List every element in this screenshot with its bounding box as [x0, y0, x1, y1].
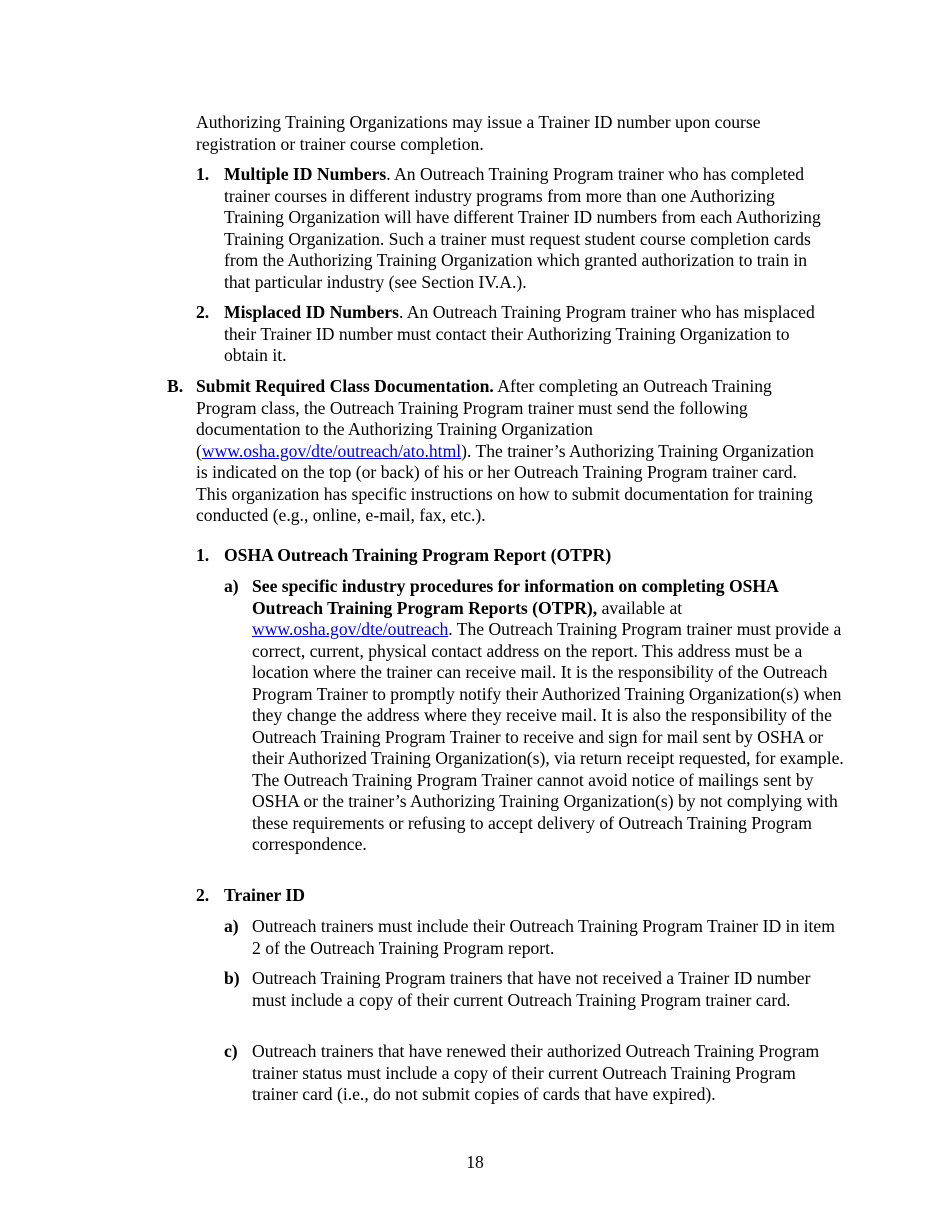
- page-number: 18: [466, 1152, 484, 1172]
- item-text: An Outreach Training Program trainer who has completed trainer courses in different industry programs from more than one Authorizing Training Organization will have different Trainer ID numbers from each Authorizing Training Organization. Such a trainer must request student course completion cards from the Authorizing Training Organization which granted authorization to train in that particular industry (see Section IV.A.).: [224, 164, 821, 292]
- item-title: Misplaced ID Numbers: [224, 302, 399, 322]
- subsection-otpr: [196, 545, 846, 567]
- section-marker: B.: [167, 376, 184, 396]
- ato-link[interactable]: www.osha.gov/dte/outreach/ato.html: [201, 440, 462, 461]
- trainer-id-item-a: a) Outreach trainers must include their Outreach Training Program Trainer ID in item 2 of the Outreach Training Program report.: [224, 916, 835, 958]
- subsection-title: OSHA Outreach Training Program Report (OTPR): [224, 545, 612, 565]
- list-marker: a): [224, 576, 239, 596]
- subsection-title: Trainer ID: [224, 885, 305, 905]
- otpr-item-a: a) See specific industry procedures for information on completing OSHA Outreach Training Program Reports (OTPR), available at www.osha.gov/dte/outreach. The Outreach Training Program trainer must provide a correct, current, physical contact address on the report. This address must be a location where the trainer can receive mail. It is the responsibility of the Outreach Program Trainer to promptly notify their Authorized Training Organization(s) when they change the address where they receive mail. It is also the responsibility of the Outreach Training Program Trainer to receive and sign for mail sent by OSHA or their Authorized Training Organization(s), via return receipt requested, for example. The Outreach Training Program Trainer cannot avoid notice of mailings sent by OSHA or the trainer’s Authorizing Training Organization(s) by not complying with these requirements or refusing to accept delivery of Outreach Training Program correspondence.: [224, 576, 844, 854]
- outreach-link[interactable]: www.osha.gov/dte/outreach: [252, 619, 449, 639]
- list-marker: 2.: [196, 885, 210, 905]
- list-marker: c): [224, 1041, 238, 1061]
- trainer-id-item-c: c) Outreach trainers that have renewed their authorized Outreach Training Program trainer status must include a copy of their current Outreach Training Program trainer card (i.e., do not submit copies of cards that have expired).: [224, 1041, 820, 1104]
- list-marker: 2.: [196, 302, 210, 322]
- list-marker: 1.: [196, 164, 210, 184]
- item-text: An Outreach Training Program trainer who has misplaced their Trainer ID number must contact their Authorizing Training Organization to obtain it.: [224, 302, 815, 365]
- list-marker: b): [224, 968, 240, 988]
- list-marker: 1.: [196, 545, 210, 565]
- list-marker: a): [224, 916, 239, 936]
- list-item-misplaced-id: 2. Misplaced ID Numbers. An Outreach Training Program trainer who has misplaced their Trainer ID number must contact their Authorizing Training Organization to obtain it.: [196, 302, 815, 365]
- section-title: Submit Required Class Documentation.: [196, 376, 494, 396]
- subsection-trainer-id: [196, 885, 846, 907]
- section-b: B. Submit Required Class Documentation. After completing an Outreach Training Program class, the Outreach Training Program trainer must send the following documentation to the Authorizing Training Organization (www.osha.gov/dte/outreach/ato.html). The trainer’s Authorizing Training Organization is indicated on the top (or back) of his or her Outreach Training Program trainer card. This organization has specific instructions on how to submit documentation for training conducted (e.g., online, e-mail, fax, etc.).: [167, 376, 814, 525]
- list-item-multiple-id: 1. Multiple ID Numbers. An Outreach Training Program trainer who has completed trainer courses in different industry programs from more than one Authorizing Training Organization will have different Trainer ID numbers from each Authorizing Training Organization. Such a trainer must request student course completion cards from the Authorizing Training Organization which granted authorization to train in that particular industry (see Section IV.A.).: [196, 164, 821, 292]
- intro-paragraph: Authorizing Training Organizations may issue a Trainer ID number upon course registration or trainer course completion.: [196, 112, 761, 154]
- trainer-id-item-b: b) Outreach Training Program trainers that have not received a Trainer ID number must include a copy of their current Outreach Training Program trainer card.: [224, 968, 811, 1010]
- item-title: Multiple ID Numbers: [224, 164, 387, 184]
